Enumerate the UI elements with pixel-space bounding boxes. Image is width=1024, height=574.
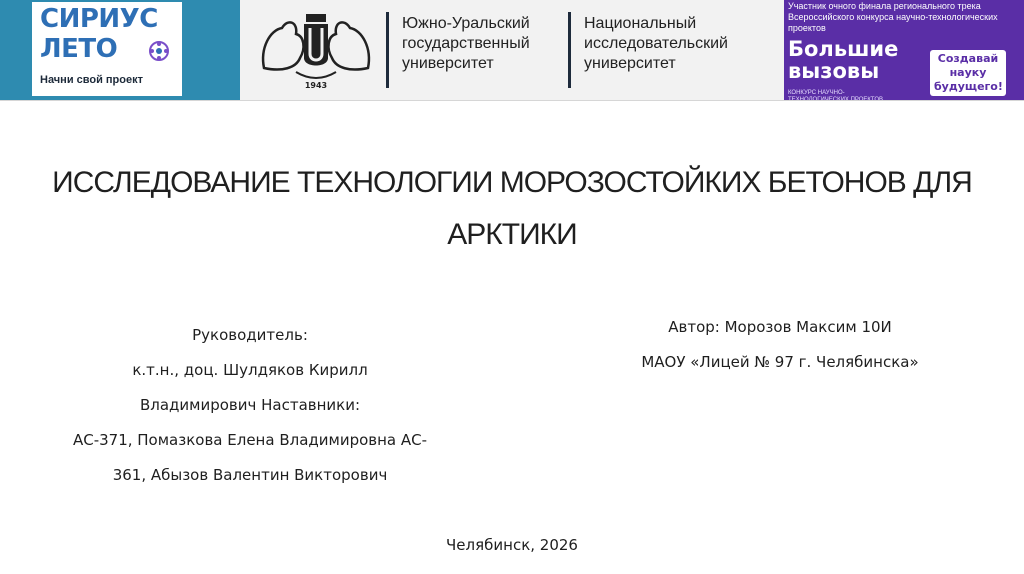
- header-divider-2: [568, 12, 571, 88]
- supervisor-name: к.т.н., доц. Шулдяков Кирилл: [132, 361, 368, 379]
- header-bar: [0, 0, 1024, 101]
- big-challenges-note: Участник очного финала регионального трека Всероссийского конкурса научно-технологических проектов: [788, 1, 998, 33]
- university-name: Южно-Уральский государственный университет: [402, 15, 530, 72]
- mentors-line-2: 361, Абызов Валентин Викторович: [112, 466, 388, 484]
- header-divider-1: [386, 12, 389, 88]
- sirius-logo-subtitle: ЛЕТО: [40, 34, 118, 64]
- big-challenges-small-text: КОНКУРС НАУЧНО- ТЕХНОЛОГИЧЕСКИХ ПРОЕКТОВ: [788, 90, 883, 100]
- big-challenges-title: Большие вызовы: [788, 37, 899, 83]
- page-title-line-2: АРКТИКИ: [447, 218, 577, 251]
- big-challenges-logo: [784, 0, 1024, 100]
- mentors-line-1: АС-371, Помазкова Елена Владимировна АС-: [72, 431, 428, 449]
- sirius-logo-frame: [0, 0, 240, 100]
- susu-emblem-year: 1943: [304, 81, 328, 90]
- sirius-logo-title: СИРИУС: [40, 4, 158, 34]
- author-block: [560, 310, 1000, 380]
- city-year: Челябинск, 2026: [446, 536, 578, 554]
- susu-emblem-icon: [256, 8, 376, 92]
- supervisor-label: Руководитель:: [192, 326, 308, 344]
- big-challenges-badge-text: Создавай науку будущего!: [934, 52, 1003, 93]
- sirius-flower-icon: [148, 40, 170, 62]
- author-school: МАОУ «Лицей № 97 г. Челябинска»: [641, 353, 919, 371]
- sirius-logo: [32, 2, 182, 96]
- supervisor-block: [40, 318, 460, 493]
- supervisor-name-cont: Владимирович Наставники:: [139, 396, 361, 414]
- university-status: Национальный исследовательский университет: [584, 15, 728, 72]
- author-name: Автор: Морозов Максим 10И: [668, 318, 892, 336]
- big-challenges-badge: [930, 50, 1006, 96]
- page-title-line-1: ИССЛЕДОВАНИЕ ТЕХНОЛОГИИ МОРОЗОСТОЙКИХ БЕТОНОВ ДЛЯ: [52, 166, 972, 199]
- sirius-tagline: Начни свой проект: [40, 74, 144, 86]
